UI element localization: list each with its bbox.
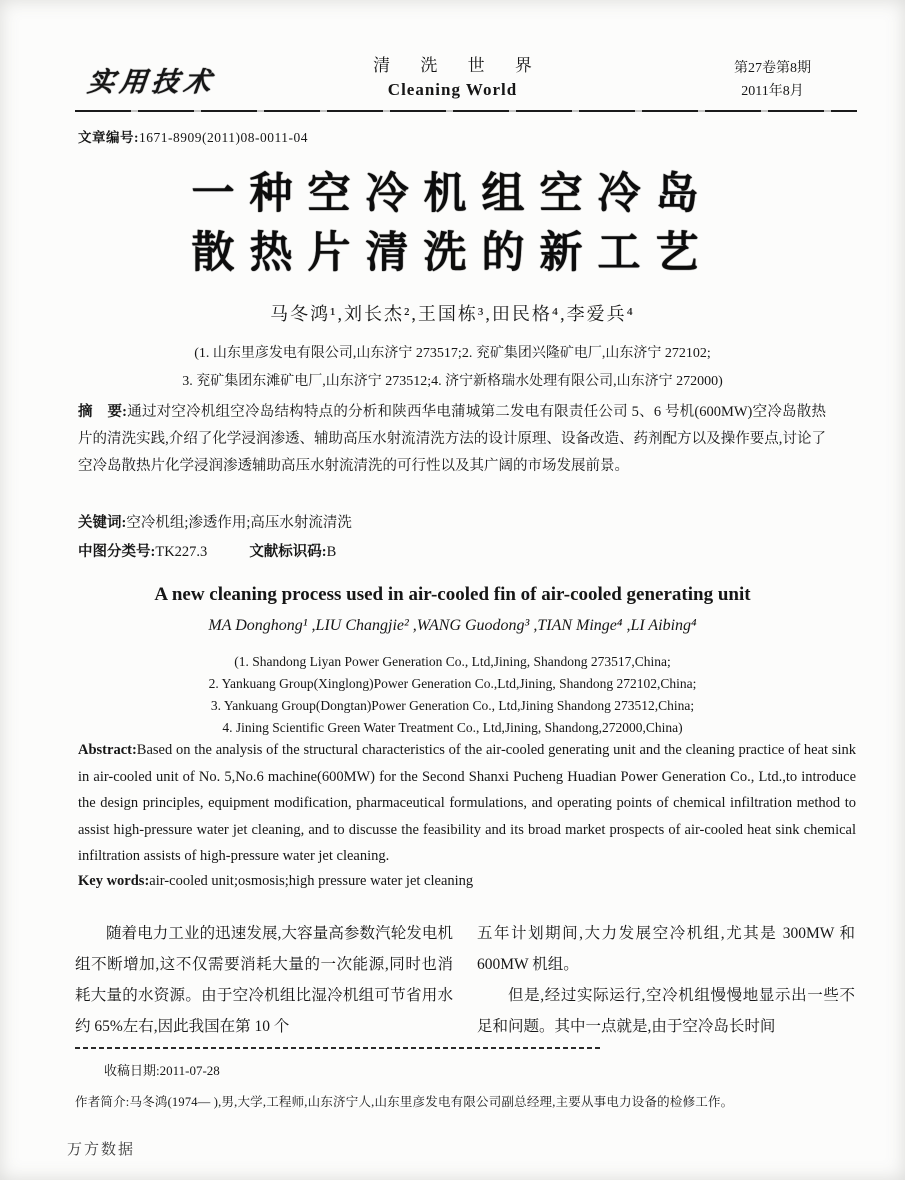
- authors-cn: 马冬鸿¹,刘长杰²,王国栋³,田民格⁴,李爱兵⁴: [270, 304, 635, 324]
- body-column-left: [75, 918, 453, 1042]
- english-authors: MA Donghong¹ ,LIU Changjie² ,WANG Guodong³ ,TIAN Minge⁴ ,LI Aibing⁴: [208, 617, 697, 634]
- footnote-divider: [75, 1047, 600, 1049]
- author-bio: 作者简介:马冬鸿(1974— ),男,大学,工程师,山东济宁人,山东里彦发电有限公司副总经理,主要从事电力设备的检修工作。: [75, 1095, 734, 1109]
- body-paragraph: 随着电力工业的迅速发展,大容量高参数汽轮发电机组不断增加,这不仅需要消耗大量的一次能源,同时也消耗大量的水资源。由于空冷机组比湿冷机组可节省用水约 65%左右,因此我国在第 10 个: [75, 925, 453, 1035]
- keywords-cn-label: 关键词:: [78, 515, 127, 531]
- article-number: [78, 126, 308, 146]
- english-title: A new cleaning process used in air-cooled fin of air-cooled generating unit: [154, 584, 751, 605]
- doc-code-value: B: [326, 544, 337, 560]
- abstract-cn-text: 通过对空冷机组空冷岛结构特点的分析和陕西华电蒲城第二发电有限责任公司 5、6 号机(600MW)空冷岛散热片的清洗实践,介绍了化学浸润渗透、辅助高压水射流清洗方法的设计原理、设备改造、药剂配方以及操作要点,讨论了空冷岛散热片化学浸润渗透辅助高压水射流清洗的可行性以及其广阔的市场发展前景。: [78, 404, 826, 474]
- english-affiliation-line3: 3. Yankuang Group(Dongtan)Power Generation Co., Ltd,Jining Shandong 273512,China;: [210, 698, 695, 713]
- journal-name-en: Cleaning World: [387, 80, 518, 99]
- issue-volume: 第27卷第8期: [734, 61, 811, 76]
- header-divider: [75, 110, 857, 112]
- english-affiliation-line2: 2. Yankuang Group(Xinglong)Power Generation Co.,Ltd,Jining, Shandong 272102,China;: [208, 676, 697, 691]
- doc-code-label: 文献标识码:: [249, 544, 327, 560]
- issue-date: 2011年8月: [741, 84, 804, 99]
- clc-value: TK227.3: [155, 544, 208, 560]
- english-keywords: [78, 873, 473, 890]
- received-date-line: [104, 1060, 220, 1079]
- affiliation-cn-line1: (1. 山东里彦发电有限公司,山东济宁 273517;2. 兖矿集团兴隆矿电厂,山东济宁 272102;: [194, 346, 711, 361]
- received-date-label: 收稿日期:: [104, 1063, 160, 1078]
- english-keywords-label: Key words:: [78, 873, 150, 889]
- journal-name-cn: 清 洗 世 界: [373, 56, 545, 75]
- english-affiliation-line4: 4. Jining Scientific Green Water Treatment Co., Ltd,Jining, Shandong,272000,China): [222, 720, 683, 735]
- issue-info: [690, 57, 855, 103]
- english-keywords-text: air-cooled unit;osmosis;high pressure water jet cleaning: [149, 873, 474, 889]
- affiliation-cn-line2: 3. 兖矿集团东滩矿电厂,山东济宁 273512;4. 济宁新格瑞水处理有限公司,山东济宁 272000): [182, 374, 723, 389]
- english-affiliation-line1: (1. Shandong Liyan Power Generation Co., Ltd,Jining, Shandong 273517,China;: [234, 654, 671, 669]
- clc-label: 中图分类号:: [78, 544, 156, 560]
- body-paragraph: 但是,经过实际运行,空冷机组慢慢地显示出一些不足和问题。其中一点就是,由于空冷岛长时间: [477, 987, 855, 1035]
- keywords-cn: [78, 511, 352, 532]
- article-number-label: 文章编号:: [78, 130, 139, 145]
- article-title-line2: 散热片清洗的新工艺: [191, 230, 714, 277]
- clc-line: [78, 540, 336, 561]
- article-number-value: 1671-8909(2011)08-0011-04: [139, 130, 308, 145]
- keywords-cn-text: 空冷机组;渗透作用;高压水射流清洗: [126, 515, 352, 531]
- abstract-cn-label: 摘 要:: [78, 404, 127, 420]
- english-abstract-label: Abstract:: [78, 742, 137, 758]
- article-title-line1: 一种空冷机组空冷岛: [191, 171, 714, 218]
- body-paragraph: 五年计划期间,大力发展空冷机组,尤其是 300MW 和 600MW 机组。: [477, 925, 855, 973]
- english-abstract: [78, 737, 856, 870]
- body-column-right: [477, 918, 855, 1042]
- abstract-cn: [78, 399, 826, 480]
- english-abstract-text: Based on the analysis of the structural characteristics of the air-cooled generating unit and the cleaning practice of heat sink in air-cooled unit of No. 5,No.6 machine(600MW) for the Second Shanxi Pucheng Huadian Power Generation Co., Ltd.,to introduce the design principles, equipment modification, pharmaceutical formulations, and operating points of chemical infiltration method to assist high-pressure water jet cleaning, and to discusse the feasibility and its broad market prospects of air-cooled heat sink chemical infiltration assists of high-pressure water jet cleaning.: [78, 742, 856, 864]
- received-date-value: 2011-07-28: [159, 1063, 220, 1078]
- database-watermark: 万方数据: [67, 1142, 136, 1158]
- section-label: 实用技术: [86, 67, 218, 97]
